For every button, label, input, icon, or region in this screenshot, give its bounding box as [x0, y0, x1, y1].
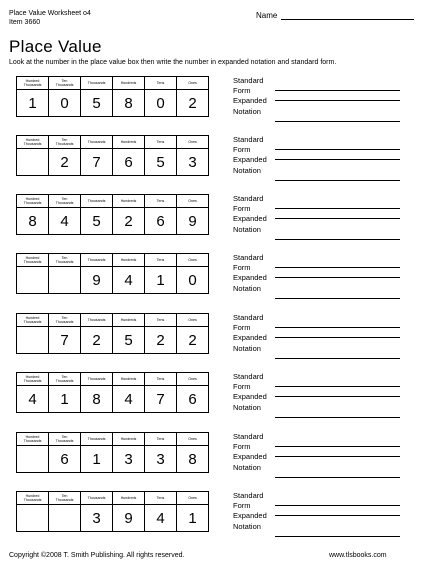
answer-label: Notation: [233, 283, 261, 293]
column-header-text: Ten: [61, 138, 68, 142]
column-header-text: Tens: [156, 437, 165, 441]
answer-label: Form: [233, 145, 251, 155]
column-header: [17, 195, 49, 208]
standard-form-line[interactable]: [275, 446, 400, 447]
item-number: Item 3660: [9, 19, 41, 26]
column-header: [113, 433, 145, 446]
column-header: [113, 77, 145, 90]
column-header-text: Ones: [188, 496, 197, 500]
standard-form-line[interactable]: [275, 396, 400, 397]
digit-cell: [17, 446, 49, 473]
answer-label: Expanded: [233, 392, 267, 402]
column-header: [81, 136, 113, 149]
standard-form-line[interactable]: [275, 337, 400, 338]
page-title: Place Value: [9, 37, 102, 56]
column-header-text: Thousands: [23, 498, 42, 502]
column-header-text: Thousands: [55, 439, 74, 443]
standard-form-line[interactable]: [275, 159, 400, 160]
answer-label: Form: [233, 204, 251, 214]
digit-cell: 2: [81, 327, 113, 354]
answer-label: Notation: [233, 165, 261, 175]
place-value-box: [16, 313, 209, 354]
column-header-text: Tens: [156, 81, 165, 85]
column-header: [177, 195, 209, 208]
answer-label: Form: [233, 323, 251, 333]
copyright: Copyright ©2008 T. Smith Publishing. All rights reserved.: [9, 552, 185, 559]
digit-cell: 5: [145, 149, 177, 176]
column-header-text: Thousands: [55, 498, 74, 502]
name-line[interactable]: [281, 11, 414, 20]
column-header-text: Ones: [188, 437, 197, 441]
column-header-text: Tens: [156, 258, 165, 262]
answer-label: Expanded: [233, 452, 267, 462]
column-header: [177, 314, 209, 327]
digit-cell: 4: [145, 505, 177, 532]
standard-form-line[interactable]: [275, 505, 400, 506]
column-header-text: Thousands: [23, 320, 42, 324]
column-header: [17, 492, 49, 505]
problem-8: [16, 491, 416, 541]
column-header: [113, 195, 145, 208]
column-header-text: Thousands: [87, 318, 106, 322]
answer-label: Standard: [233, 135, 264, 144]
digit-cell: 8: [113, 90, 145, 117]
column-header-text: Thousands: [23, 439, 42, 443]
column-header: [113, 136, 145, 149]
column-header-text: Ten: [61, 197, 68, 201]
column-header: [177, 77, 209, 90]
name-label: Name: [256, 11, 278, 20]
column-header-text: Thousands: [55, 142, 74, 146]
digit-cell: 4: [49, 208, 81, 235]
column-header: [145, 314, 177, 327]
column-header-text: Thousands: [23, 83, 42, 87]
answer-labels: [233, 135, 267, 176]
column-header: [145, 77, 177, 90]
answer-label: Form: [233, 442, 251, 452]
place-value-box: [16, 372, 209, 413]
digit-cell: 8: [177, 446, 209, 473]
digit-cell: 2: [177, 90, 209, 117]
digit-cell: 2: [113, 208, 145, 235]
standard-form-line[interactable]: [275, 515, 400, 516]
digit-cell: 9: [81, 267, 113, 294]
place-value-box: [16, 76, 209, 117]
problem-2: [16, 135, 416, 185]
digit-cell: 5: [113, 327, 145, 354]
column-header-text: Tens: [156, 496, 165, 500]
answer-label: Standard: [233, 372, 264, 381]
digit-cell: 7: [49, 327, 81, 354]
column-header: [177, 492, 209, 505]
column-header: [17, 254, 49, 267]
column-header-text: Ones: [188, 318, 197, 322]
worksheet-title: Place Value Worksheet o4: [9, 10, 91, 17]
digit-cell: 1: [81, 446, 113, 473]
problem-7: [16, 432, 416, 482]
standard-form-line[interactable]: [275, 100, 400, 101]
place-value-box: [16, 194, 209, 235]
column-header-text: Thousands: [23, 142, 42, 146]
digit-cell: 0: [49, 90, 81, 117]
digit-cell: [17, 267, 49, 294]
place-value-box: [16, 491, 209, 532]
standard-form-line[interactable]: [275, 267, 400, 268]
answer-label: Standard: [233, 253, 264, 262]
digit-cell: 6: [145, 208, 177, 235]
answer-labels: [233, 491, 267, 532]
column-header-text: Ten: [61, 494, 68, 498]
expanded-notation-line[interactable]: [275, 298, 400, 299]
column-header-text: Hundreds: [120, 81, 137, 85]
column-header: [145, 373, 177, 386]
column-header-text: Ten: [61, 316, 68, 320]
column-header-text: Thousands: [87, 199, 106, 203]
standard-form-line[interactable]: [275, 386, 400, 387]
column-header: [177, 254, 209, 267]
column-header: [113, 314, 145, 327]
column-header: [49, 373, 81, 386]
expanded-notation-line[interactable]: [275, 180, 400, 181]
problem-6: [16, 372, 416, 422]
expanded-notation-line[interactable]: [275, 358, 400, 359]
answer-label: Expanded: [233, 96, 267, 106]
column-header-text: Hundreds: [120, 318, 137, 322]
digit-cell: 6: [49, 446, 81, 473]
column-header-text: Thousands: [55, 83, 74, 87]
digit-cell: 9: [177, 208, 209, 235]
answer-label: Standard: [233, 432, 264, 441]
digit-cell: 1: [177, 505, 209, 532]
column-header-text: Thousands: [87, 377, 106, 381]
column-header-text: Thousands: [55, 379, 74, 383]
problem-4: [16, 253, 416, 303]
expanded-notation-line[interactable]: [275, 121, 400, 122]
column-header: [17, 136, 49, 149]
column-header: [81, 195, 113, 208]
digit-cell: 9: [113, 505, 145, 532]
column-header-text: Ones: [188, 81, 197, 85]
column-header: [17, 77, 49, 90]
digit-cell: 2: [145, 327, 177, 354]
answer-labels: [233, 194, 267, 235]
column-header-text: Tens: [156, 199, 165, 203]
column-header-text: Hundreds: [120, 199, 137, 203]
column-header: [49, 136, 81, 149]
digit-cell: 0: [145, 90, 177, 117]
answer-labels: [233, 313, 267, 354]
problem-1: [16, 76, 416, 126]
column-header: [145, 254, 177, 267]
digit-cell: 5: [81, 90, 113, 117]
column-header: [145, 136, 177, 149]
answer-label: Notation: [233, 402, 261, 412]
digit-cell: [49, 505, 81, 532]
answer-labels: [233, 372, 267, 413]
answer-label: Notation: [233, 462, 261, 472]
digit-cell: 4: [113, 267, 145, 294]
digit-cell: [17, 327, 49, 354]
answer-label: Notation: [233, 521, 261, 531]
column-header: [49, 254, 81, 267]
column-header-text: Ones: [188, 258, 197, 262]
column-header-text: Hundreds: [120, 140, 137, 144]
digit-cell: 5: [81, 208, 113, 235]
worksheet-header: [9, 9, 91, 27]
digit-cell: 3: [113, 446, 145, 473]
column-header-text: Hundreds: [120, 437, 137, 441]
digit-cell: 3: [81, 505, 113, 532]
column-header-text: Hundred: [25, 197, 40, 201]
digit-cell: 8: [81, 386, 113, 413]
column-header-text: Thousands: [87, 496, 106, 500]
column-header-text: Ones: [188, 140, 197, 144]
digit-cell: 6: [113, 149, 145, 176]
answer-label: Form: [233, 263, 251, 273]
standard-form-line[interactable]: [275, 90, 400, 91]
place-value-box: [16, 253, 209, 294]
digit-cell: [17, 149, 49, 176]
column-header: [49, 195, 81, 208]
column-header: [17, 373, 49, 386]
column-header: [81, 373, 113, 386]
column-header-text: Thousands: [87, 81, 106, 85]
column-header-text: Tens: [156, 377, 165, 381]
digit-cell: [49, 267, 81, 294]
column-header-text: Thousands: [87, 258, 106, 262]
column-header: [81, 77, 113, 90]
column-header-text: Thousands: [87, 437, 106, 441]
answer-label: Form: [233, 501, 251, 511]
column-header-text: Ten: [61, 435, 68, 439]
column-header: [145, 433, 177, 446]
answer-label: Form: [233, 382, 251, 392]
place-value-box: [16, 135, 209, 176]
column-header-text: Ones: [188, 199, 197, 203]
website: www.tlsbooks.com: [329, 552, 387, 559]
column-header-text: Hundred: [25, 316, 40, 320]
digit-cell: 6: [177, 386, 209, 413]
column-header: [49, 433, 81, 446]
digit-cell: 2: [177, 327, 209, 354]
answer-label: Notation: [233, 224, 261, 234]
column-header: [17, 433, 49, 446]
column-header-text: Thousands: [23, 260, 42, 264]
column-header-text: Tens: [156, 140, 165, 144]
digit-cell: 3: [145, 446, 177, 473]
name-field[interactable]: [256, 11, 414, 20]
column-header-text: Ten: [61, 79, 68, 83]
column-header: [81, 492, 113, 505]
answer-label: Notation: [233, 343, 261, 353]
column-header-text: Hundred: [25, 79, 40, 83]
answer-label: Expanded: [233, 273, 267, 283]
digit-cell: 1: [145, 267, 177, 294]
answer-label: Expanded: [233, 333, 267, 343]
column-header: [81, 433, 113, 446]
expanded-notation-line[interactable]: [275, 417, 400, 418]
answer-label: Expanded: [233, 214, 267, 224]
answer-label: Standard: [233, 313, 264, 322]
digit-cell: 1: [17, 90, 49, 117]
column-header-text: Ten: [61, 256, 68, 260]
column-header-text: Hundred: [25, 138, 40, 142]
digit-cell: 4: [17, 386, 49, 413]
standard-form-line[interactable]: [275, 208, 400, 209]
column-header-text: Thousands: [55, 260, 74, 264]
column-header-text: Hundred: [25, 256, 40, 260]
column-header-text: Hundreds: [120, 496, 137, 500]
expanded-notation-line[interactable]: [275, 477, 400, 478]
column-header: [81, 314, 113, 327]
column-header: [177, 136, 209, 149]
column-header-text: Hundreds: [120, 377, 137, 381]
answer-labels: [233, 432, 267, 473]
column-header: [49, 314, 81, 327]
problem-5: [16, 313, 416, 363]
column-header-text: Hundred: [25, 494, 40, 498]
digit-cell: 4: [113, 386, 145, 413]
column-header: [177, 373, 209, 386]
answer-label: Standard: [233, 194, 264, 203]
digit-cell: 0: [177, 267, 209, 294]
digit-cell: 2: [49, 149, 81, 176]
column-header-text: Thousands: [23, 201, 42, 205]
digit-cell: 7: [145, 386, 177, 413]
column-header-text: Thousands: [23, 379, 42, 383]
digit-cell: 8: [17, 208, 49, 235]
answer-labels: [233, 253, 267, 294]
column-header-text: Hundred: [25, 375, 40, 379]
column-header: [113, 373, 145, 386]
digit-cell: 1: [49, 386, 81, 413]
column-header-text: Ones: [188, 377, 197, 381]
answer-label: Expanded: [233, 155, 267, 165]
column-header: [113, 492, 145, 505]
instructions: Look at the number in the place value box then write the number in expanded notation and standard form.: [9, 59, 337, 66]
column-header-text: Tens: [156, 318, 165, 322]
standard-form-line[interactable]: [275, 218, 400, 219]
answer-label: Expanded: [233, 511, 267, 521]
column-header: [81, 254, 113, 267]
place-value-box: [16, 432, 209, 473]
column-header: [113, 254, 145, 267]
column-header: [145, 195, 177, 208]
answer-label: Standard: [233, 491, 264, 500]
column-header-text: Thousands: [87, 140, 106, 144]
answer-label: Standard: [233, 76, 264, 85]
column-header-text: Hundred: [25, 435, 40, 439]
standard-form-line[interactable]: [275, 327, 400, 328]
column-header: [49, 492, 81, 505]
column-header-text: Thousands: [55, 320, 74, 324]
column-header-text: Thousands: [55, 201, 74, 205]
expanded-notation-line[interactable]: [275, 239, 400, 240]
answer-label: Notation: [233, 106, 261, 116]
column-header-text: Ten: [61, 375, 68, 379]
problem-3: [16, 194, 416, 244]
column-header-text: Hundreds: [120, 258, 137, 262]
answer-labels: [233, 76, 267, 117]
column-header: [177, 433, 209, 446]
standard-form-line[interactable]: [275, 456, 400, 457]
digit-cell: 7: [81, 149, 113, 176]
column-header: [17, 314, 49, 327]
column-header: [49, 77, 81, 90]
standard-form-line[interactable]: [275, 277, 400, 278]
answer-label: Form: [233, 86, 251, 96]
expanded-notation-line[interactable]: [275, 536, 400, 537]
column-header: [145, 492, 177, 505]
digit-cell: 3: [177, 149, 209, 176]
standard-form-line[interactable]: [275, 149, 400, 150]
digit-cell: [17, 505, 49, 532]
